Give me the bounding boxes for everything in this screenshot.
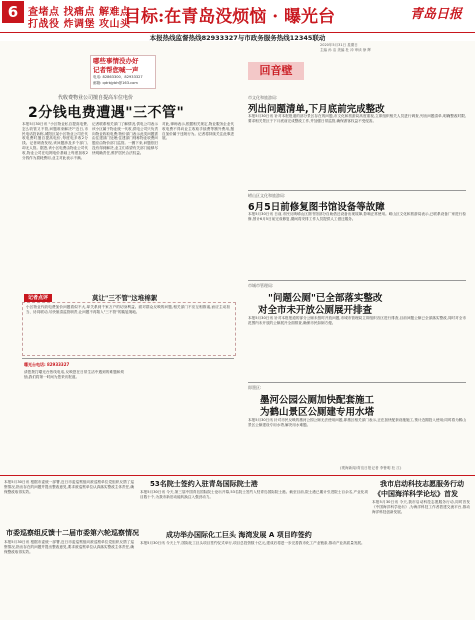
hotline-bar: 本报热线监督热线82933327与市政务服务热线12345联动 bbox=[0, 33, 475, 41]
column-title: 目标:在青岛没烦恼 · 曝光台 bbox=[124, 7, 336, 27]
hotline-box-phone: 电话: 82863300、82933327 bbox=[93, 75, 143, 79]
story-a-headline: 53名院士签约入驻青岛国际院士港 bbox=[150, 480, 258, 488]
issue-date: 2020年5月31日 星期日 bbox=[320, 43, 358, 47]
page-number: 6 bbox=[2, 1, 24, 23]
story-3-kicker: 市城市管理局: bbox=[248, 283, 274, 288]
hotline-box bbox=[90, 55, 156, 89]
story-1-headline: 列出问题清单,下月底前完成整改 bbox=[248, 104, 385, 115]
story-d-body: 本报5月30日讯 今天,我市启动科技志愿服务行动,同时首发《中国海洋科学论坛》,为海洋科技工作者搭建交流平台,推动海洋科技创新发展。 bbox=[372, 500, 470, 514]
brief-title: 曝光台电话: 82933327 bbox=[24, 362, 70, 367]
hotline-box-title-2: 记者帮您喊一声 bbox=[93, 66, 139, 74]
slogan-line-1: 查堵点 找痛点 解难点 bbox=[28, 7, 131, 18]
commentary-tag: 记者点评 bbox=[24, 294, 52, 302]
commentary-title: 莫让"三不管"这堆棉絮 bbox=[92, 294, 158, 302]
bottom-divider bbox=[0, 475, 475, 476]
story-3-headline-1: "问题公厕"已全部落实整改 bbox=[268, 293, 383, 304]
story-4-body: 本报5月30日讯 针对市民反映的墨河公园公厕无法使用问题,即墨区相关部门表示,正在加快配套设施施工,预计近期投入使用;同时将为鹤山景区公厕建设专用水塔,解决用水难题。 bbox=[248, 418, 466, 427]
lead-body-col-2: 记者联系相关部门了解情况,供电公司表示该小区属于物业统一代收,供电公司只负责向物业收取电费;物价部门表示此类问题需由住建部门处理;住建部门则称物业收费问题应由物价部门监管。一圈下来,问题依旧没有得到解决,业主们希望有关部门能够尽快明确责任,维护居民合法权益。 bbox=[92, 122, 158, 155]
story-d-headline-2: 《中国海洋科学论坛》首发 bbox=[374, 490, 458, 498]
brief-body: 请您拨打曝光台热线电话,反映您在日常生活中遇到的难题和烦恼,我们将第一时间为您采访报道。 bbox=[24, 370, 124, 379]
story-b-headline: 市委巡察组反馈十二届市委第六轮巡察情况 bbox=[6, 529, 139, 537]
commentary-body: 小区物业代收电费加价问题看似不大,却关系到千家万户的切身利益。面对群众反映的问题,相关部门不应互相推诿,而应主动担当、协同联动,尽快厘清监管职责,让问题不再陷入"三不管"的尴尬境地。 bbox=[26, 305, 230, 314]
story-4-kicker: 即墨区: bbox=[248, 385, 262, 390]
lead-kicker: 代收费物业公司擅自提高车位电价 bbox=[58, 95, 134, 101]
slogan-line-2: 打战役 炸调堡 攻山头 bbox=[28, 19, 131, 30]
story-4-headline-1: 墨河公园公厕加快配套施工 bbox=[260, 395, 375, 406]
story-divider-3 bbox=[248, 382, 466, 383]
brief-top-rule bbox=[22, 358, 234, 359]
section-tag: 回音壁 bbox=[248, 62, 304, 80]
editor-credits: 主编 孙 洁 美编 杜 冲 审读 徐 辉 bbox=[320, 48, 371, 52]
story-1-kicker: 市文化和旅游局: bbox=[248, 95, 278, 100]
story-divider-1 bbox=[248, 190, 466, 191]
story-2-body: 本报5月30日讯 日前,市民反映崂山区图书馆部分自助借还设备出现故障,影响正常使用。崂山区文化和旅游局表示,已联系设备厂家进行检修,预计6月5日前完成修复,期间将安排工作人员提供人工借还服务。 bbox=[248, 212, 466, 221]
story-1-body: 本报5月30日讯 针对本报报道的部分景区存在的问题,市文化和旅游局高度重视,立即组织相关人员进行调查,列出问题清单,明确整改时限,要求相关景区于下月底前完成整改工作,并加强日常监管,确保游客权益不受侵害。 bbox=[248, 114, 466, 123]
story-2-kicker: 崂山区文化和旅游局: bbox=[248, 193, 286, 198]
story-4-credit: (观海新闻/青岛日报记者 李鲁明 杜 江) bbox=[340, 466, 402, 470]
story-c-body: 本报5月30日讯 今天上午,国际化工巨头项目签约仪式举行,项目总投资数十亿元,建成后将进一步完善我市化工产业链条,推动产业高质量发展。 bbox=[140, 541, 365, 545]
hotline-box-email: 邮箱: qdrbjybh@163.com bbox=[93, 81, 138, 85]
lead-headline: 2分钱电费遭遇"三不管" bbox=[28, 105, 185, 121]
newspaper-logo: 青岛日报 bbox=[410, 7, 463, 22]
lead-body-col-3: 对此,律师表示,根据相关规定,物业服务企业代收电费不得向业主收取手续费等额外费用,擅自加价属于违规行为。记者将持续关注此事进展。 bbox=[162, 122, 234, 141]
story-a-body: 本报5月30日讯 今天,第三届中国青岛国际院士论坛开幕,53名院士签约入驻青岛国际院士港。截至目前,院士港已累计引进院士百余名,产业化项目数十个,为我市新旧动能转换注入强劲动力。 bbox=[140, 490, 368, 499]
story-b-lead-body: 本报5月30日讯 根据市委统一部署,近日市委巡察组向被巡察单位党组织反馈了巡察情况,指出存在的问题并提出整改意见,要求被巡察单位认真落实整改主体责任,确保整改取得实效。 bbox=[4, 480, 134, 494]
hotline-box-title-1: 哪些事情没办好 bbox=[93, 57, 139, 65]
story-3-body: 本报5月30日讯 针对本报报道的部分公厕未按时开放问题,市城市管理局立即组织各区进行排查,目前问题公厕已全部落实整改,同时对全市范围内未开放的公厕展开全面排查,确保市民如厕方便。 bbox=[248, 316, 466, 325]
story-3-headline-2: 对全市未开放公厕展开排查 bbox=[258, 305, 373, 316]
story-b-body: 本报5月30日讯 根据市委统一部署,近日市委巡察组向被巡察单位党组织反馈了巡察情况,指出存在的问题并提出整改意见,要求被巡察单位认真落实整改主体责任,确保整改取得实效。 bbox=[4, 540, 134, 554]
story-d-headline-1: 我市启动科技志愿服务行动 bbox=[380, 480, 464, 488]
story-2-headline: 6月5日前修复图书馆设备等故障 bbox=[248, 202, 385, 213]
lead-body-col-1: 本报5月30日讯 "小区物业私自提高电费,怎么收管又不管,问题谁来解决?"近日,市民电话投诉称,城阳区某小区物业公司在代收电费时擅自提高电价,每度电多收2分钱。记者调查发现,该问题涉及多个部门,却无人管。据悉,该小区电费由物业公司代收,物业公司在电网电价基础上每度加收2分钱作为损耗费用,业主对此表示不满。 bbox=[22, 122, 88, 160]
story-c-headline: 成功举办国际化工巨头 海湾发展 A 项目昨签约 bbox=[166, 531, 312, 539]
story-divider-2 bbox=[248, 280, 466, 281]
story-4-headline-2: 为鹤山景区公厕建专用水塔 bbox=[260, 407, 375, 418]
